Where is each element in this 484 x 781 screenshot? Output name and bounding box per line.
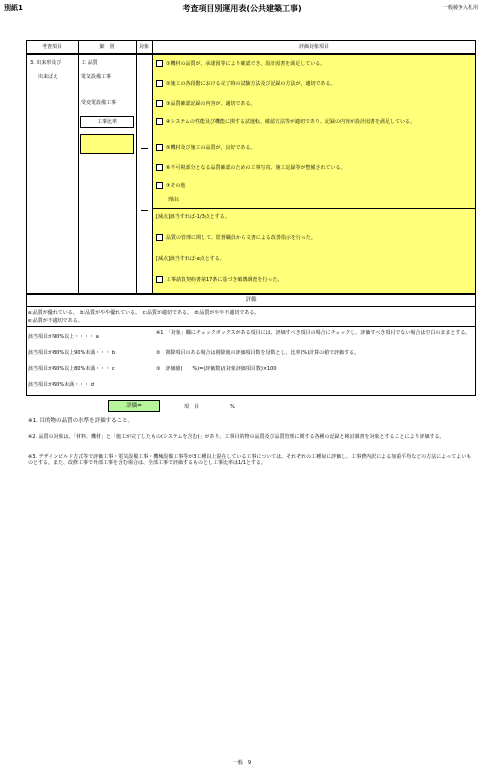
section-divider — [26, 306, 476, 307]
subcategory-electrical: 電気設備工事 — [81, 74, 112, 80]
reason-label: 理由: — [168, 197, 180, 203]
ratio-label: 項 目 — [184, 404, 200, 410]
note-2: ② 削除項目のある場合は削除後の評価項目数を母数とし、比率(%)計算の値で評価する。 — [156, 350, 360, 356]
item-5[interactable] — [156, 144, 472, 151]
checkbox[interactable] — [156, 234, 163, 241]
deduction-header-1: [減点]該当すれば-1/3点とする。 — [156, 214, 230, 220]
level-b: 該当項目が80%以上90%未満・・・ b — [28, 350, 115, 356]
col-divider — [136, 54, 137, 294]
item-text: ④システムの性能及び機能に関する試運転、確認方法等が適切であり、記録の内容が設計図書を満足している。 — [166, 119, 415, 125]
item-text: ①機材の品質が、承諾図等により確認でき、設計図書を満足している。 — [166, 61, 326, 67]
footnote-3: ※3. デザインビルド方式等で評価工事・電気設備工事・機械設備工事等が3工種以上混在している工事については、それぞれの工種毎に評価し、工事費内訳による加重平均などの方法によってよいものとする。また、改修工事で外部工事を含む場合は、全部工事で評価するものとし工事比率は1/1とする。 — [28, 454, 472, 466]
item-2[interactable] — [156, 80, 472, 87]
deduction-text: 品質の管理に関して、監督職員から文書による改善指示を行った。 — [166, 235, 316, 241]
item-text: ②施工の各段階における完了時の試験方法及び記録の方法が、適切である。 — [166, 81, 336, 87]
level-c: 該当項目が60%以上80%未満・・・ c — [28, 366, 115, 372]
checkbox[interactable] — [156, 164, 163, 171]
col-header-category: 考査項目 — [41, 44, 62, 50]
evaluation-scale-2: e:品質が不適切である。 — [28, 318, 83, 324]
note-3: ③ 評価値( %)=(評価数)/(対象評価項目数)×100 — [156, 366, 277, 372]
target-marker — [141, 210, 148, 211]
subcategory-substation: 受変電設備工事 — [81, 100, 117, 106]
category-label: 3. 出来形及び — [30, 60, 62, 66]
section-divider — [26, 326, 476, 327]
item-text: ③品質確認記録の内容が、適切である。 — [166, 101, 256, 107]
checkbox[interactable] — [156, 144, 163, 151]
item-6[interactable] — [156, 164, 472, 171]
item-text: ⑥不可視部分となる品質確認のための工事写真、施工記録等が整備されている。 — [166, 165, 346, 171]
evaluation-title: 評価 — [245, 297, 257, 303]
form-type: 一般競争入札用 — [442, 5, 478, 11]
checkbox[interactable] — [156, 80, 163, 87]
col-header-items: 評価対象項目 — [298, 44, 329, 50]
page-title: 考査項目別運用表(公共建築工事) — [182, 4, 302, 13]
col-header-target: 対象 — [138, 44, 149, 50]
item-text: ⑤機材及び施工の品質が、良好である。 — [166, 145, 256, 151]
level-a: 該当項目が90%以上・・・・ a — [28, 334, 99, 340]
target-marker — [141, 148, 148, 149]
level-d: 該当項目が60%未満・・・ d — [28, 382, 94, 388]
subcategory-quality: 工 品質 — [81, 60, 98, 66]
page-number: 一般 9 — [232, 760, 252, 766]
item-7[interactable] — [156, 182, 472, 189]
work-ratio-input[interactable] — [80, 134, 134, 154]
form-number: 別紙1 — [4, 4, 23, 12]
note-1: ※1 「対象」欄にチェックボックスがある項目には、評価すべき項目の場合にチェックし、評価すべき項目でない場合は空白のままとする。 — [156, 330, 471, 336]
checkbox[interactable] — [156, 118, 163, 125]
checkbox[interactable] — [156, 100, 163, 107]
checkbox[interactable] — [156, 182, 163, 189]
item-text: ⑦その他 — [166, 183, 186, 189]
percent-label: % — [230, 404, 235, 410]
category-label-2: 出来ばえ — [38, 74, 59, 80]
deduction-text: 工事請負契約書第17条に基づき破壊調査を行った。 — [166, 277, 283, 283]
item-3[interactable] — [156, 100, 472, 107]
work-ratio-label: 工事比率 — [80, 116, 134, 128]
col-divider — [78, 40, 79, 54]
checkbox[interactable] — [156, 276, 163, 283]
deduction-item-2[interactable] — [156, 276, 282, 283]
evaluation-scale: a:品質が優れている。 b:品質がやや優れている。 c:品質が適切である。 d:品質がやや不適切である。 — [28, 310, 260, 316]
deduction-header-2: [減点]該当すれば-a点とする。 — [156, 256, 225, 262]
evaluation-result[interactable]: 評価= — [108, 400, 160, 412]
col-divider — [152, 40, 153, 54]
footnote-main: ※1. 目的物の品質の水準を評価すること。 — [28, 418, 134, 424]
col-header-detail: 細 別 — [99, 44, 115, 50]
col-divider — [136, 40, 137, 54]
checkbox[interactable] — [156, 60, 163, 67]
footnote-2: ※2. 品質の対象は、「材料、機材」と「施工が完了したもの(システムを含む)」があり、工事目的物の品質及び品質管理に関する各種の記録と検討調書を対象とすることにより評価する。 — [28, 434, 445, 440]
deduction-item-1[interactable] — [156, 234, 316, 241]
col-divider — [78, 54, 79, 294]
item-1[interactable] — [156, 60, 472, 67]
item-4[interactable] — [156, 118, 472, 125]
